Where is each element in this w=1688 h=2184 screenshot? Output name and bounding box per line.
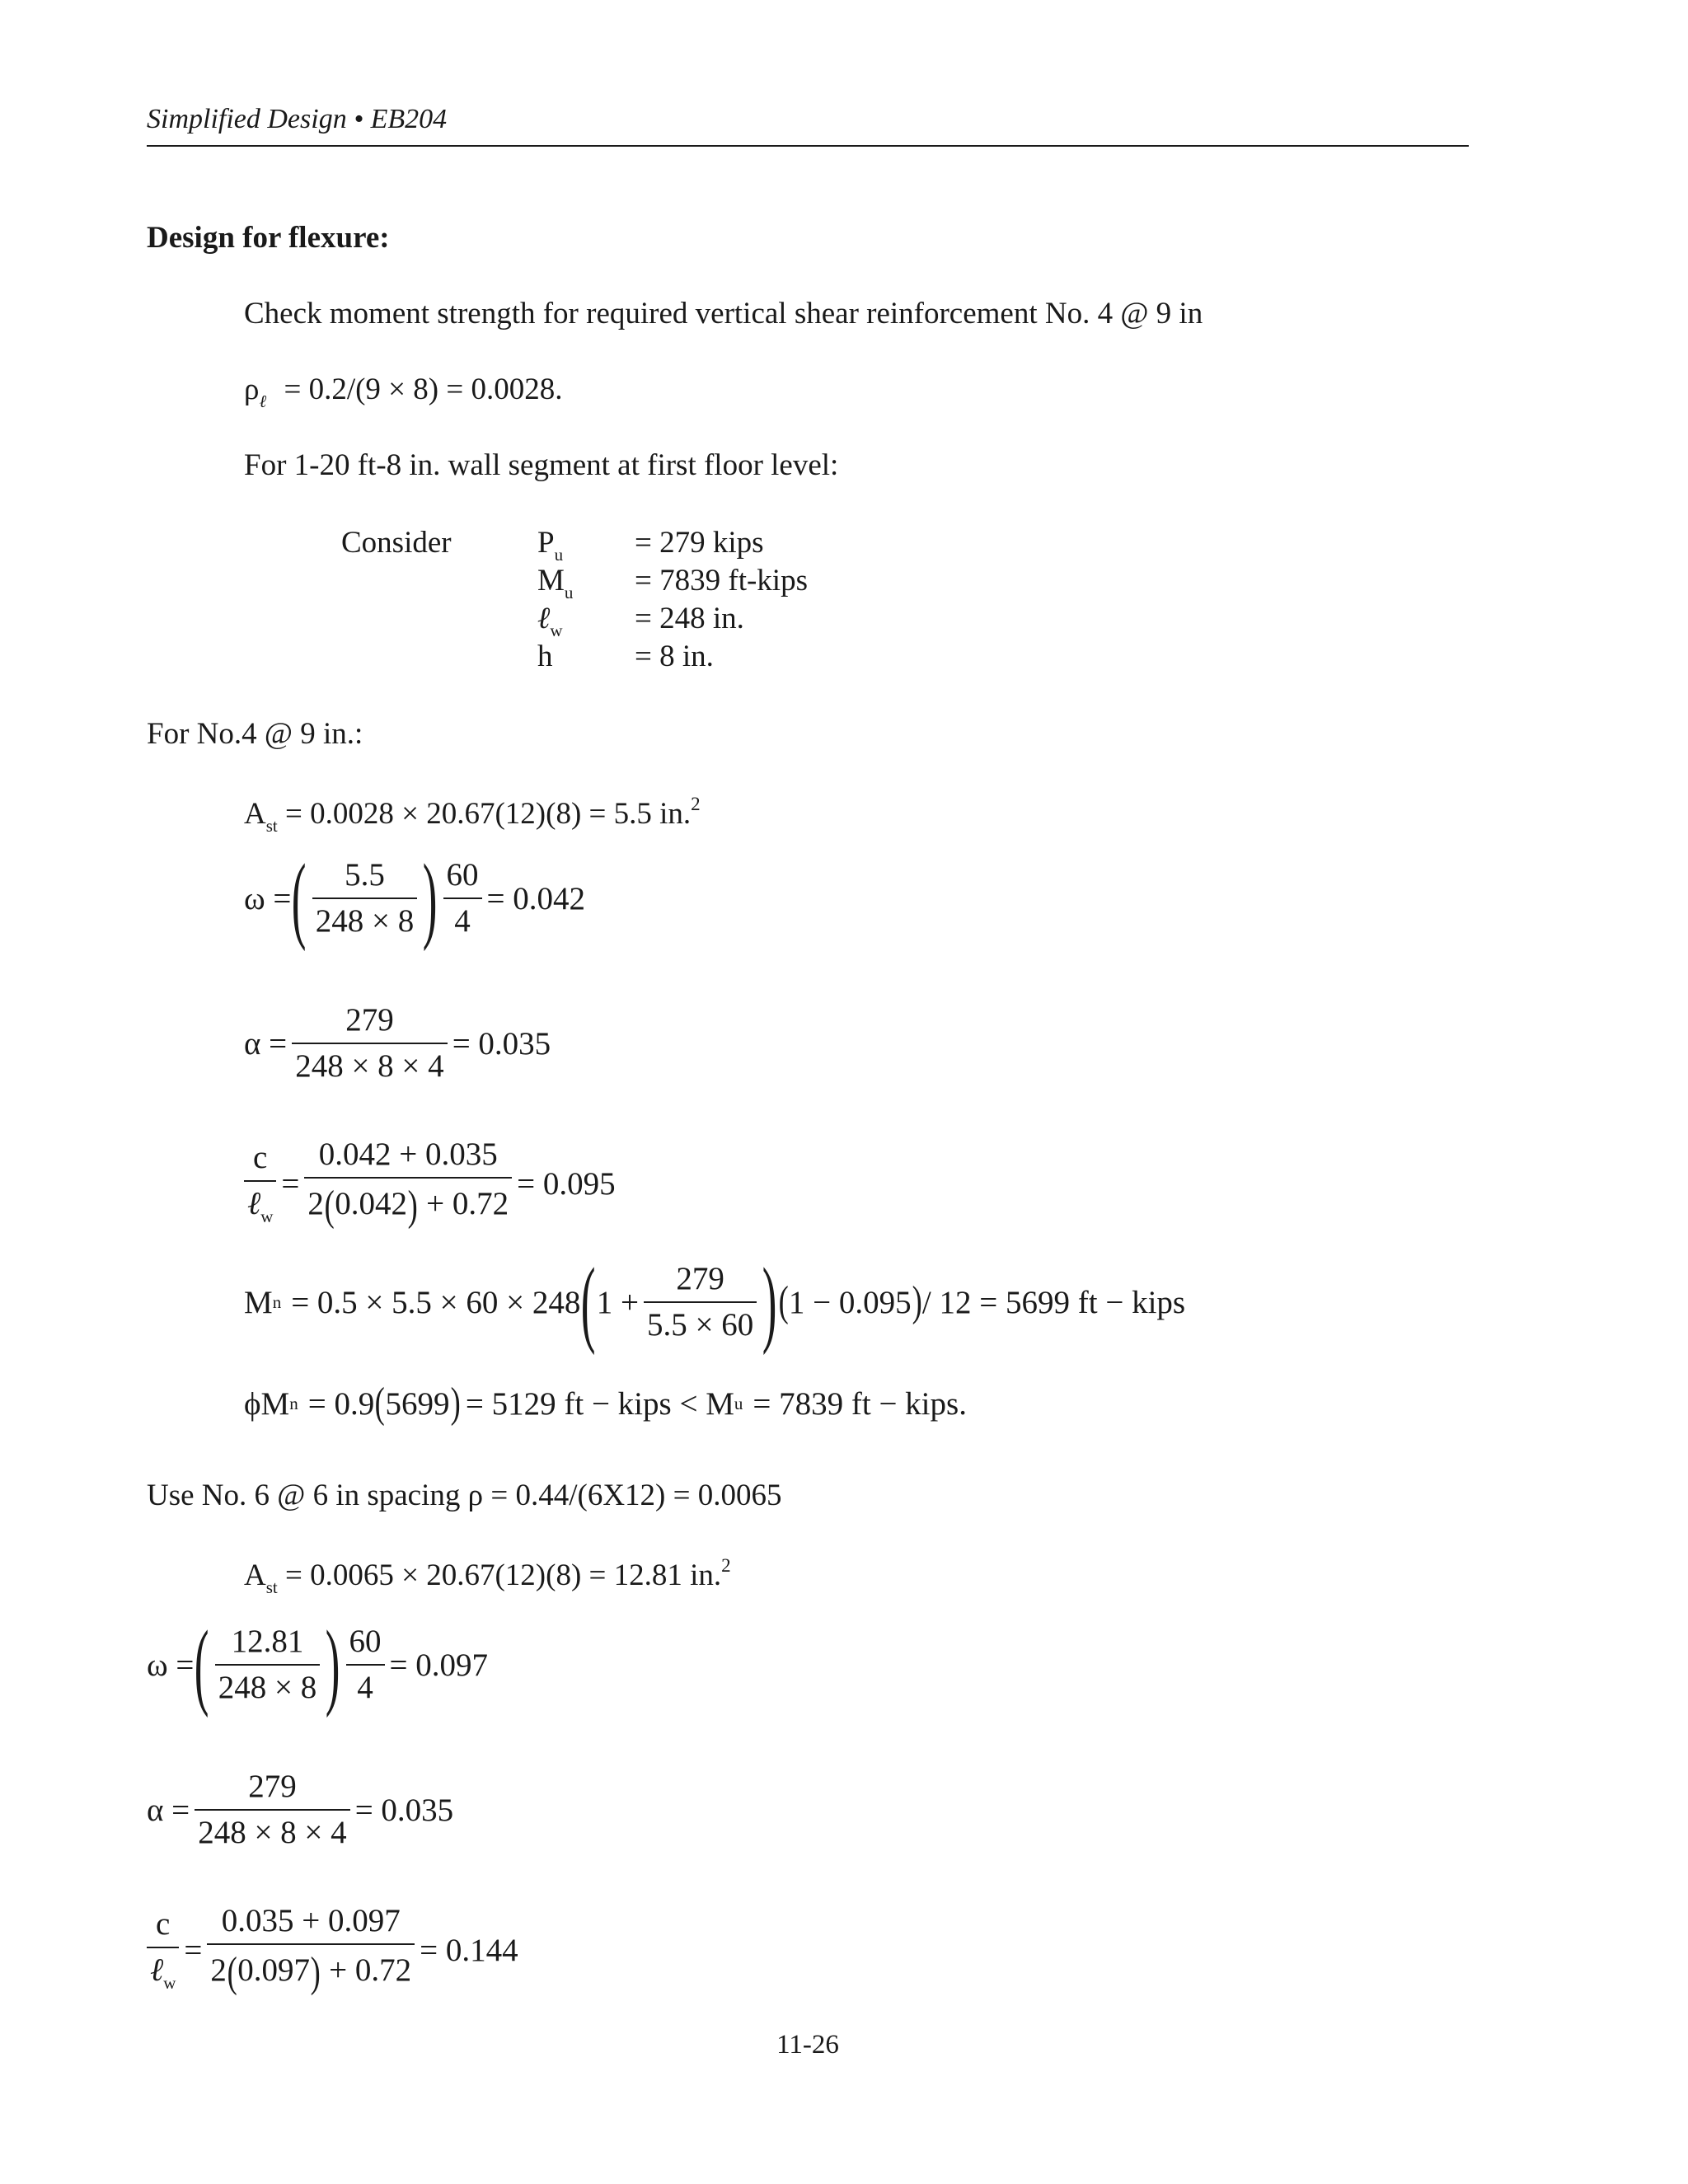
consider-row-lw: ℓ$_w$ (537, 602, 563, 640)
consider-row-mu: $M_u$ (537, 564, 574, 602)
open-paren: ( (195, 1610, 209, 1718)
close-paren: ) (762, 1248, 777, 1356)
open-paren: ( (292, 844, 307, 952)
consider-label: Consider (341, 526, 452, 560)
consider-value-pu: = 279 kips (635, 526, 764, 560)
close-paren: ) (423, 844, 438, 952)
case2-c-over-lw-equation: $\frac{c}{\ell_w}$ = $\frac{0.035 + 0.097}{2(0.097) + 0.72}$ = 0.144 (147, 1900, 518, 1999)
case2-alpha-equation: α = $\frac{279}{248 \times 8 \times 4}$ = 0.035 (147, 1768, 454, 1850)
running-header: Simplified Design • EB204 (147, 104, 448, 134)
case1-ast-equation: $A_{st} = 0.0028 \times 20.67(12)(8) = 5.5$ in.$^2$ (244, 794, 701, 836)
case1-alpha-equation: α = $\frac{279}{248 \times 8 \times 4}$ = 0.035 (244, 1001, 551, 1084)
case1-mn-equation: M n = 0.5 × 5.5 × 60 × 248 ( 1 + $\frac{279}{5.5 \times 60}$ ) ( 1 − 0.095 ) / 12 = 5699 ft − kips (244, 1248, 1186, 1356)
case2-heading: Use No. 6 @ 6 in spacing ρ = 0.44/(6X12) = 0.0065 (147, 1479, 782, 1512)
consider-value-lw: = 248 in. (635, 602, 744, 635)
open-paren: ( (581, 1248, 596, 1356)
check-statement: Check moment strength for required vertical shear reinforcement No. 4 @ 9 in (244, 297, 1203, 330)
close-paren: ) (326, 1610, 340, 1718)
segment-statement: For 1-20 ft-8 in. wall segment at first floor level: (244, 448, 839, 482)
case1-phimn-equation: ϕM n = 0.9 ( 5699 ) = 5129 ft − kips < M u = 7839 ft − kips. (244, 1380, 967, 1427)
case1-c-over-lw-equation: $\frac{c}{\ell_w}$ = $\frac{0.042 + 0.035}{2(0.042) + 0.72}$ = 0.095 (244, 1134, 616, 1233)
header-rule (147, 145, 1469, 147)
consider-value-h: = 8 in. (635, 640, 714, 673)
consider-row-pu: $P_u$ (537, 526, 564, 565)
consider-row-h: h (537, 640, 553, 673)
case1-heading: For No.4 @ 9 in.: (147, 717, 363, 751)
case2-ast-equation: $A_{st} = 0.0065 \times 20.67(12)(8) = 12.81$ in.$^2$ (244, 1555, 731, 1597)
rho-equation: $\rho_\ell = 0.2/(9 \times 8) = 0.0028$. (244, 373, 563, 411)
case1-omega-equation: ω = ( $\frac{5.5}{248 \times 8}$ ) $\frac{60}{4}$ = 0.042 (244, 844, 586, 952)
section-heading: Design for flexure: (147, 221, 390, 255)
consider-value-mu: = 7839 ft-kips (635, 564, 808, 598)
page-number: 11-26 (776, 2030, 839, 2060)
case2-omega-equation: ω = ( $\frac{12.81}{248 \times 8}$ ) $\frac{60}{4}$ = 0.097 (147, 1610, 489, 1718)
